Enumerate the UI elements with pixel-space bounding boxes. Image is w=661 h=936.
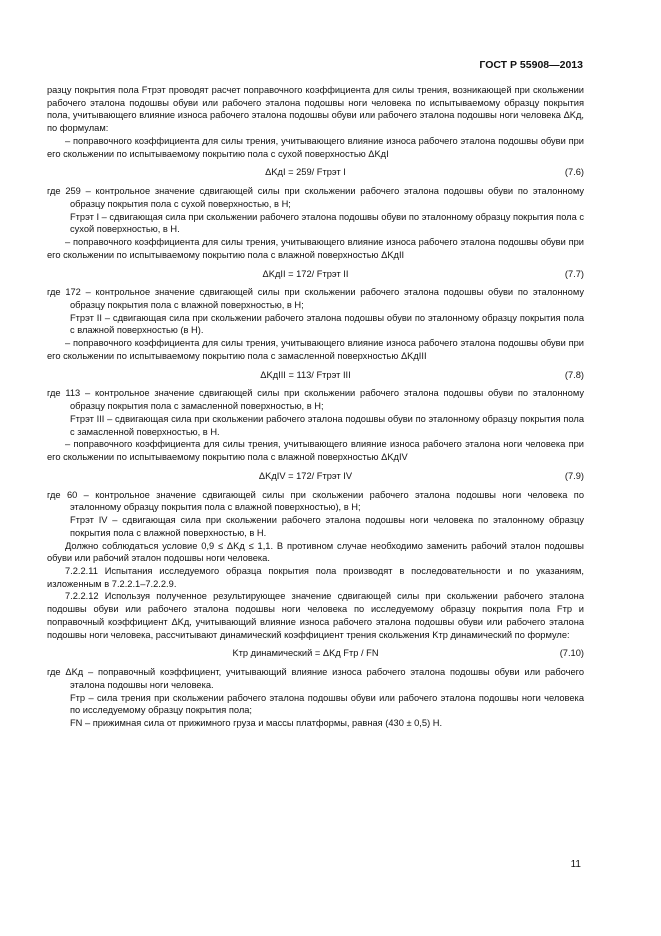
- where-clause: где 113 – контрольное значение сдвигающей силы при скольжении рабочего эталона подошвы обуви по эталонному образцу покрытия пола с замасленной поверхностью, в Н;: [47, 388, 584, 412]
- equation-7-7: [47, 268, 584, 281]
- where-clause: где 259 – контрольное значение сдвигающей силы при скольжении рабочего эталона подошвы обуви по эталонному образцу покрытия пола с сухой поверхностью, в Н;: [47, 186, 584, 209]
- equation-number: (7.8): [564, 369, 584, 380]
- equation-number: (7.7): [564, 268, 584, 279]
- formula: ΔKдI = 259/ Fтрэт I: [265, 167, 346, 178]
- formula: ΔKдIII = 113/ Fтрэт III: [260, 369, 351, 380]
- where-clause-item: Fтрэт IV – сдвигающая сила при скольжении рабочего эталона подошвы ноги человека по эталонному образцу покрытия пола с влажной поверхностью, в Н.: [70, 515, 584, 538]
- equation-number: (7.9): [564, 470, 584, 481]
- intro-paragraph: разцу покрытия пола Fтрэт проводят расчет поправочного коэффициента для силы трения, возникающей при скольжении рабочего эталона подошвы обуви или рабочего эталона подошвы ноги человека по испытываемому образцу покрытия пола, учитывающего влияние износа рабочего эталона подошвы обуви или рабочего эталона подошвы ноги человека ΔKд, по формулам:: [47, 85, 584, 134]
- where-clause-item: Fтр – сила трения при скольжении рабочего эталона подошвы обуви или рабочего эталона подошвы ноги человека по исследуемому образцу покрытия пола;: [70, 692, 584, 716]
- where-clause: где ΔKд – поправочный коэффициент, учитывающий влияние износа рабочего эталона подошвы обуви или рабочего эталона подошвы ноги человека.: [47, 667, 584, 690]
- item-4: – поправочного коэффициента для силы трения, учитывающего влияние износа рабочего эталона ноги человека при его скольжении по испытываемому покрытию пола с влажной поверхностью ΔKдIV: [47, 439, 584, 463]
- where-clause-item: Fтрэт III – сдвигающая сила при скольжении рабочего эталона подошвы обуви по эталонному образцу покрытия пола с замасленной поверхностью, в Н.: [70, 413, 584, 437]
- equation-7-6: [47, 166, 584, 179]
- equation-7-8: [47, 369, 584, 382]
- where-clause-item: FN – прижимная сила от прижимного груза и массы платформы, равная (430 ± 0,5) Н.: [70, 718, 443, 729]
- equation-number: (7.10): [559, 648, 584, 659]
- where-clause: где 60 – контрольное значение сдвигающей силы при скольжении рабочего эталона подошвы ноги человека по эталонному образцу покрытия пола с влажной поверхностью), в Н;: [47, 489, 584, 513]
- clause-7-2-2-11: 7.2.2.11 Испытания исследуемого образца покрытия пола производят в последовательности и по указаниям, изложенным в 7.2.2.1–7.2.2.9.: [47, 565, 584, 589]
- equation-7-10: [47, 647, 584, 660]
- formula: ΔKдII = 172/ Fтрэт II: [262, 268, 349, 279]
- where-clause: где 172 – контрольное значение сдвигающей силы при скольжении рабочего эталона подошвы обуви по эталонному образцу покрытия пола с влажной поверхностью, в Н;: [47, 287, 584, 311]
- where-clause-item: Fтрэт I – сдвигающая сила при скольжении рабочего эталона подошвы обуви по эталонному образцу покрытия пола с сухой поверхностью, в Н.: [70, 211, 584, 235]
- condition-paragraph: Должно соблюдаться условие 0,9 ≤ ΔKд ≤ 1,1. В противном случае необходимо заменить рабочий эталон подошвы обуви или рабочий эталон подошвы ноги человека.: [47, 540, 584, 564]
- equation-number: (7.6): [564, 167, 584, 178]
- where-clause-item: Fтрэт II – сдвигающая сила при скольжении рабочего эталона подошвы обуви по эталонному образцу покрытия пола с влажной поверхностью (в Н).: [70, 312, 584, 336]
- document-body: [47, 84, 584, 730]
- standard-header: ГОСТ Р 55908—2013: [479, 59, 583, 71]
- item-1: – поправочного коэффициента для силы трения, учитывающего влияние износа рабочего эталона подошвы обуви при его скольжении по испытываемому покрытию пола с сухой поверхностью ΔKдI: [47, 135, 584, 159]
- page-number: 11: [570, 859, 581, 870]
- item-3: – поправочного коэффициента для силы трения, учитывающего влияние износа рабочего эталона подошвы обуви при его скольжении по испытываемому покрытию пола с замасленной поверхностью ΔKдIII: [47, 338, 584, 361]
- equation-7-9: [47, 470, 584, 483]
- formula: ΔKдIV = 172/ Fтрэт IV: [258, 470, 353, 481]
- clause-7-2-2-12: 7.2.2.12 Используя полученное результирующее значение сдвигающей силы при скольжении рабочего эталона подошвы обуви или рабочего эталона подошвы ноги человека по исследуемому образцу покрытия пола Fтр и поправочный коэффициент ΔKд, учитывающий влияние износа рабочего эталона подошвы обуви или рабочего эталона подошвы ноги человека, рассчитывают динамический коэффициент трения скольжения Kтр динамический по формуле:: [47, 591, 584, 640]
- formula: Kтр динамический = ΔKд Fтр / FN: [232, 648, 379, 659]
- item-2: – поправочного коэффициента для силы трения, учитывающего влияние износа рабочего эталона подошвы обуви при его скольжении по испытываемому покрытию пола с влажной поверхностью ΔKдII: [47, 237, 584, 260]
